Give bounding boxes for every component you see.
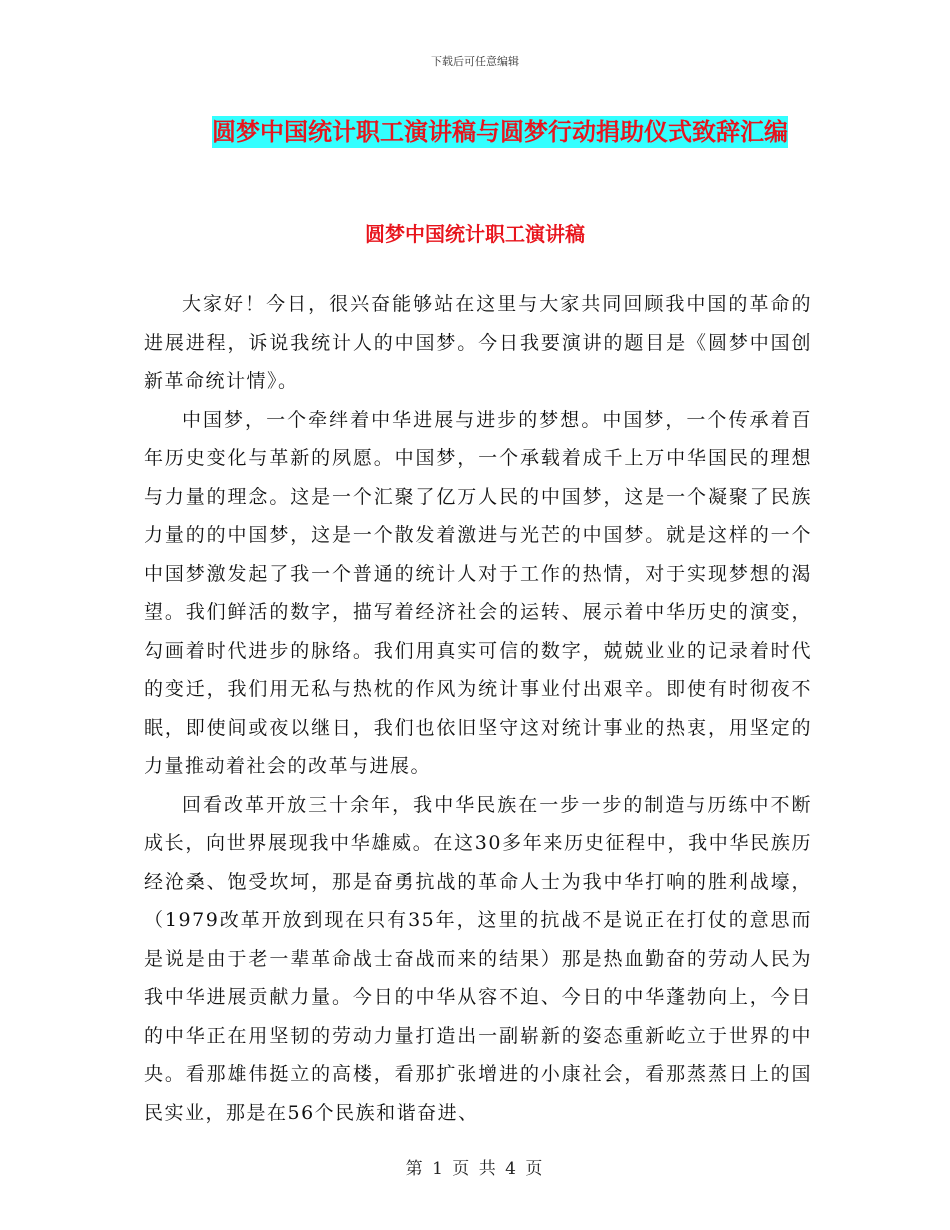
paragraph: 大家好！今日，很兴奋能够站在这里与大家共同回顾我中国的革命的进展进程，诉说我统计人的中国梦。今日我要演讲的题目是《圆梦中国创新革命统计情》。	[144, 293, 812, 392]
paragraph: 回看改革开放三十余年，我中华民族在一步一步的制造与历练中不断成长，向世界展现我中华雄威。在这30多年来历史征程中，我中华民族历经沧桑、饱受坎坷，那是奋勇抗战的革命人士为我中华打响的胜利战壕，（1979改革开放到现在只有35年，这里的抗战不是说正在打仗的意思而是说是由于老一辈革命战士奋战而来的结果）那是热血勤奋的劳动人民为我中华进展贡献力量。今日的中华从容不迫、今日的中华蓬勃向上，今日的中华正在用坚韧的劳动力量打造出一副崭新的姿态重新屹立于世界的中央。看那雄伟挺立的高楼，看那扩张增进的小康社会，看那蒸蒸日上的国民实业，那是在56个民族和谐奋进、	[144, 793, 812, 1124]
document-body	[144, 285, 812, 1132]
document-title	[190, 110, 810, 154]
section-title: 圆梦中国统计职工演讲稿	[365, 222, 585, 246]
document-title-text: 圆梦中国统计职工演讲稿与圆梦行动捐助仪式致辞汇编	[212, 118, 788, 146]
page-number-footer: 第 1 页 共 4 页	[405, 1159, 545, 1179]
page-header-note: 下载后可任意编辑	[431, 55, 519, 68]
paragraph: 中国梦，一个牵绊着中华进展与进步的梦想。中国梦，一个传承着百年历史变化与革新的夙愿。中国梦，一个承载着成千上万中华国民的理想与力量的理念。这是一个汇聚了亿万人民的中国梦，这是一个凝聚了民族力量的的中国梦，这是一个散发着激进与光芒的中国梦。就是这样的一个中国梦激发起了我一个普通的统计人对于工作的热情，对于实现梦想的渴望。我们鲜活的数字，描写着经济社会的运转、展示着中华历史的演变，勾画着时代进步的脉络。我们用真实可信的数字，兢兢业业的记录着时代的变迁，我们用无私与热枕的作风为统计事业付出艰辛。即使有时彻夜不眠，即使间或夜以继日，我们也依旧坚守这对统计事业的热衷，用坚定的力量推动着社会的改革与进展。	[144, 408, 812, 777]
